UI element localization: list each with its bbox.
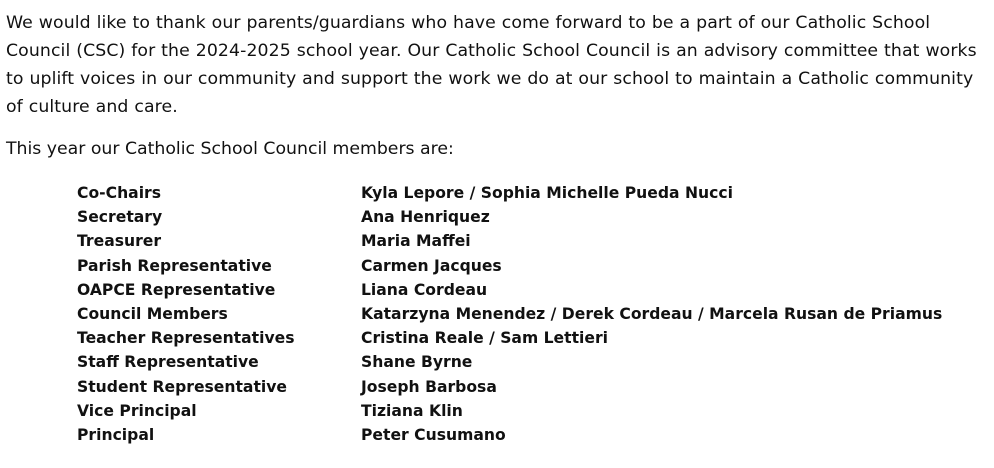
roster-role: Council Members	[77, 305, 228, 324]
roster-row	[77, 350, 942, 374]
roster-row	[77, 423, 942, 447]
intro-line: of culture and care.	[6, 97, 178, 117]
roster-row	[77, 278, 942, 302]
members-lead-sentence: This year our Catholic School Council members are:	[6, 139, 454, 159]
roster-member: Peter Cusumano	[361, 425, 506, 444]
roster-member: Tiziana Klin	[361, 401, 463, 420]
roster-role: Student Representative	[77, 377, 287, 396]
roster-row	[77, 229, 942, 253]
intro-line: Council (CSC) for the 2024-2025 school year. Our Catholic School Council is an advisory committee that works	[6, 41, 977, 61]
roster-row	[77, 254, 942, 278]
intro-line: We would like to thank our parents/guardians who have come forward to be a part of our Catholic School	[6, 13, 931, 33]
roster-role: Vice Principal	[77, 401, 197, 420]
roster-row	[77, 205, 942, 229]
roster-role: Parish Representative	[77, 256, 272, 275]
roster-member: Shane Byrne	[361, 353, 473, 372]
roster-member: Liana Cordeau	[361, 280, 488, 299]
roster-role: Secretary	[77, 208, 163, 227]
roster-row	[77, 399, 942, 423]
roster-role: OAPCE Representative	[77, 280, 276, 299]
roster-role: Co-Chairs	[77, 184, 162, 203]
roster-row	[77, 326, 942, 350]
roster-row	[77, 181, 942, 205]
roster-role: Teacher Representatives	[77, 329, 295, 348]
roster-role: Staff Representative	[77, 353, 259, 372]
roster-member: Kyla Lepore / Sophia Michelle Pueda Nucci	[361, 184, 733, 203]
roster-member: Maria Maffei	[361, 232, 471, 251]
intro-paragraph	[6, 9, 990, 121]
roster-member: Ana Henriquez	[361, 208, 490, 227]
roster-member: Katarzyna Menendez / Derek Cordeau / Marcela Rusan de Priamus	[361, 305, 943, 324]
roster-member: Carmen Jacques	[361, 256, 502, 275]
roster-role: Principal	[77, 425, 155, 444]
council-roster	[77, 181, 942, 447]
roster-member: Joseph Barbosa	[361, 377, 497, 396]
roster-member: Cristina Reale / Sam Lettieri	[361, 329, 609, 348]
roster-role: Treasurer	[77, 232, 162, 251]
intro-line: to uplift voices in our community and support the work we do at our school to maintain a Catholic community	[6, 69, 974, 89]
roster-row	[77, 375, 942, 399]
roster-row	[77, 302, 942, 326]
